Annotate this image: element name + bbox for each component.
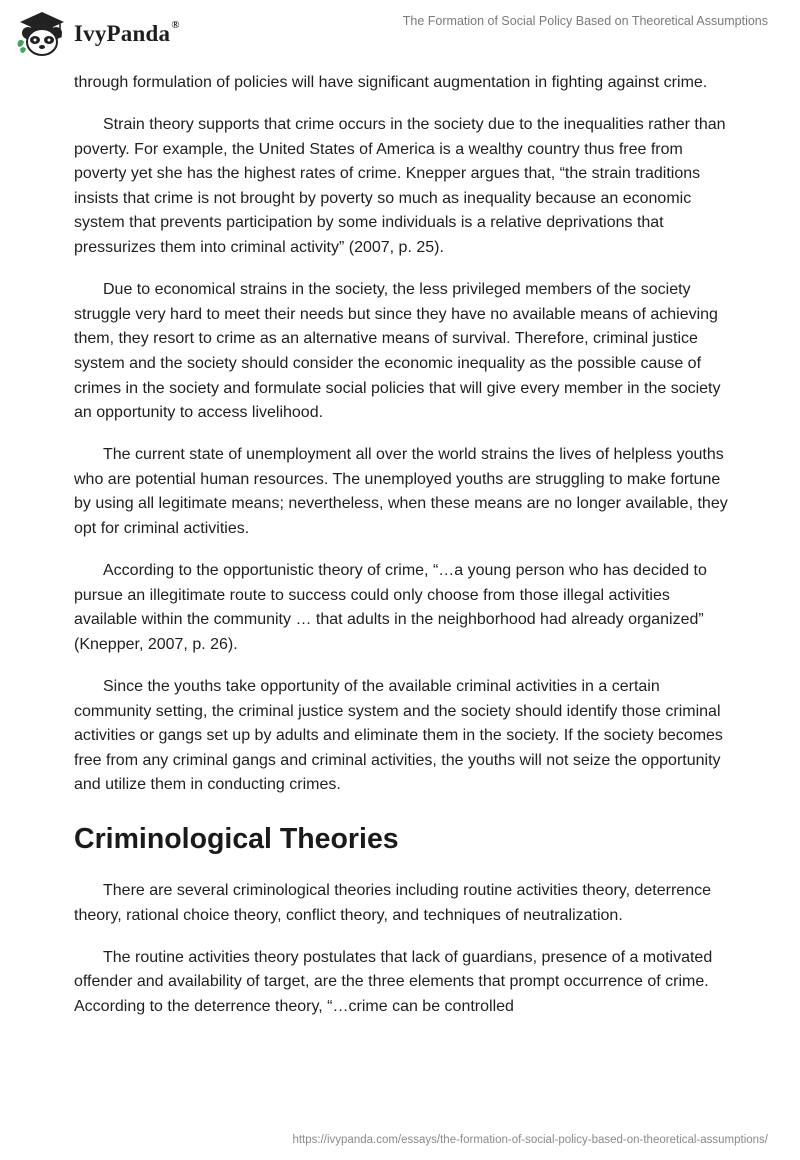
paragraph: Due to economical strains in the society, the less privileged members of the society struggle very hard to meet their needs but since they have no available means of achieving them, they resort to crime as an alternative means of survival. Therefore, criminal justice system and the society should consider the economic inequality as the possible cause of crimes in the society and formulate social policies that will give every member in the society an opportunity to access livelihood. — [74, 281, 721, 422]
paragraph: There are several criminological theories including routine activities theory, deterrence theory, rational choice theory, conflict theory, and techniques of neutralization. — [74, 881, 711, 924]
paragraph: The current state of unemployment all over the world strains the lives of helpless youths who are potential human resources. The unemployed youths are struggling to make fortune by using all legitimate means; nevertheless, when these means are no longer available, they opt for criminal activities. — [74, 446, 728, 537]
paragraph: Since the youths take opportunity of the available criminal activities in a certain community setting, the criminal justice system and the society should identify those criminal activities or gangs set up by adults and eliminate them in the society. If the society becomes free from any criminal gangs and criminal activities, the youths will not seize the opportunity and utilize them in conducting crimes. — [74, 677, 723, 794]
paragraph: Strain theory supports that crime occurs in the society due to the inequalities rather than poverty. For example, the United States of America is a wealthy country thus free from poverty yet she has the highest rates of crime. Knepper argues that, “the strain traditions insists that crime is not brought by poverty so much as inequality because an economic system that prevents participation by some individuals is a relative deprivations that pressurizes them into criminal activity” (2007, p. 25). — [74, 116, 726, 257]
paragraph: According to the opportunistic theory of crime, “…a young person who has decided to pursue an illegitimate route to success could only choose from those illegal activities available within the community … that adults in the neighborhood had already organized” (Knepper, 2007, p. 26). — [74, 562, 707, 653]
paragraph: through formulation of policies will have significant augmentation in fighting against crime. — [74, 74, 708, 91]
ivypanda-logo[interactable] — [14, 8, 180, 58]
registered-mark: ® — [171, 19, 180, 32]
panda-graduate-icon — [14, 8, 70, 58]
paragraph: The routine activities theory postulates that lack of guardians, presence of a motivated offender and availability of target, are the three elements that prompt occurrence of crime. According to the deterrence theory, “…crime can be controlled — [74, 948, 713, 1015]
essay-body — [74, 71, 730, 1037]
section-heading: Criminological Theories — [74, 822, 399, 855]
brand-name: IvyPanda® — [74, 19, 180, 46]
source-url[interactable]: https://ivypanda.com/essays/the-formation-of-social-policy-based-on-theoretical-assumptions/ — [292, 1134, 768, 1146]
page-header — [0, 0, 800, 66]
document-title: The Formation of Social Policy Based on Theoretical Assumptions — [402, 14, 768, 28]
